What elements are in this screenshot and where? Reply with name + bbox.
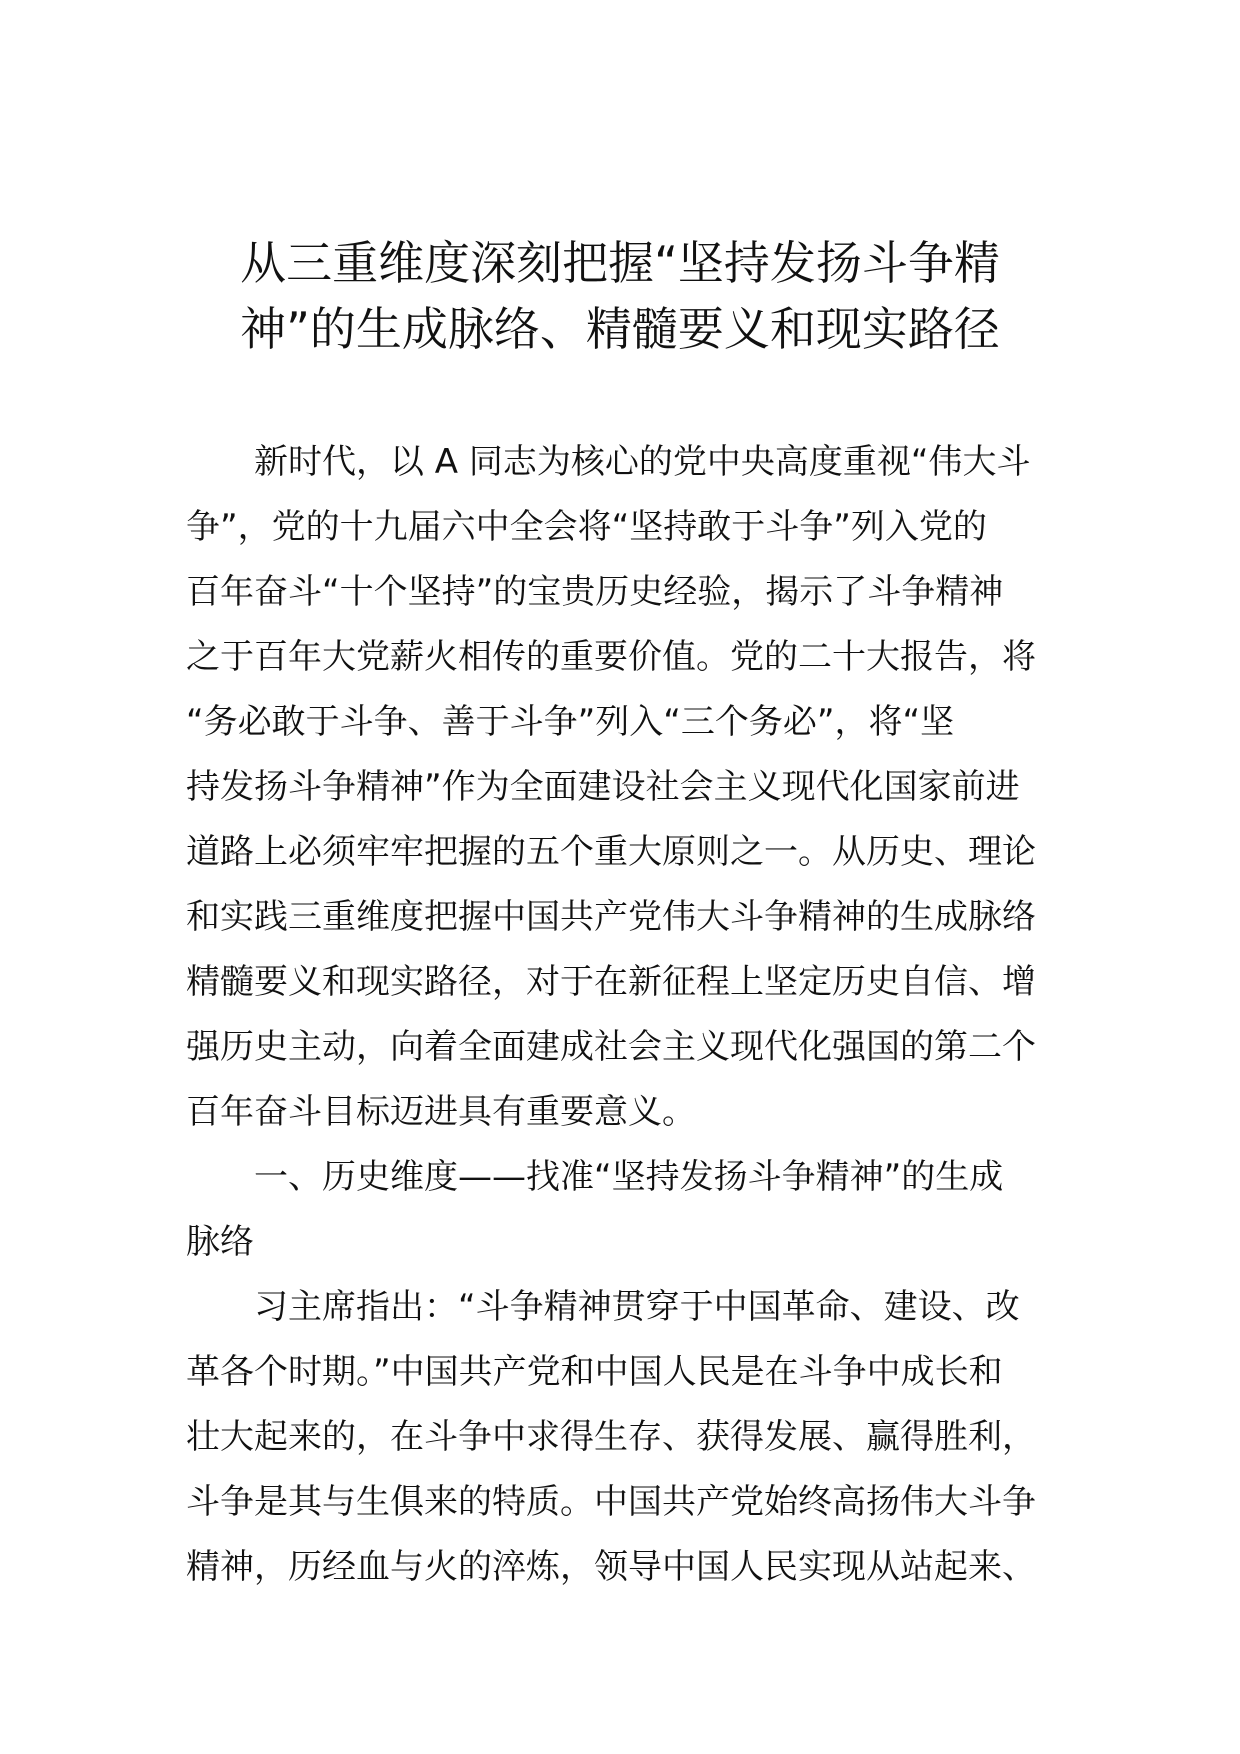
- text-line: 和实践三重维度把握中国共产党伟大斗争精神的生成脉络: [186, 897, 1036, 937]
- text-line: 争”，党的十九届六中全会将“坚持敢于斗争”列入党的: [186, 507, 987, 547]
- document-body: [186, 430, 1056, 1600]
- heading-line: 一、历史维度——找准“坚持发扬斗争精神”的生成: [254, 1157, 1004, 1197]
- text-line: 持发扬斗争精神”作为全面建设社会主义现代化国家前进: [186, 767, 1020, 807]
- heading-line: 脉络: [186, 1222, 254, 1262]
- text-line: 强历史主动，向着全面建成社会主义现代化强国的第二个: [186, 1027, 1036, 1067]
- text-line: 习主席指出：“斗争精神贯穿于中国革命、建设、改: [254, 1287, 1020, 1327]
- text-line: 革各个时期。”中国共产党和中国人民是在斗争中成长和: [186, 1352, 1003, 1392]
- section-heading: [186, 1145, 1056, 1275]
- text-line: 精髓要义和现实路径，对于在新征程上坚定历史自信、增: [186, 962, 1036, 1002]
- text-line: 之于百年大党薪火相传的重要价值。党的二十大报告，将: [186, 637, 1036, 677]
- text-line: 斗争是其与生俱来的特质。中国共产党始终高扬伟大斗争: [186, 1482, 1036, 1522]
- text-line: “务必敢于斗争、善于斗争”列入“三个务必”，将“坚: [186, 702, 955, 742]
- paragraph-history: [186, 1275, 1056, 1600]
- text-line: 道路上必须牢牢把握的五个重大原则之一。从历史、理论: [186, 832, 1036, 872]
- title-line: 神”的生成脉络、精髓要义和现实路径: [240, 302, 1000, 356]
- paragraph-intro: [186, 430, 1056, 1145]
- text-line: 百年奋斗目标迈进具有重要意义。: [186, 1092, 696, 1132]
- text-line: 百年奋斗“十个坚持”的宝贵历史经验，揭示了斗争精神: [186, 572, 1004, 612]
- text-line: 精神，历经血与火的淬炼，领导中国人民实现从站起来、: [186, 1547, 1036, 1587]
- text-line: 壮大起来的，在斗争中求得生存、获得发展、赢得胜利，: [186, 1417, 1036, 1457]
- title-line: 从三重维度深刻把握“坚持发扬斗争精: [240, 236, 1000, 290]
- document-title: [205, 230, 1035, 362]
- text-line: 新时代，以 A 同志为核心的党中央高度重视“伟大斗: [254, 442, 1031, 482]
